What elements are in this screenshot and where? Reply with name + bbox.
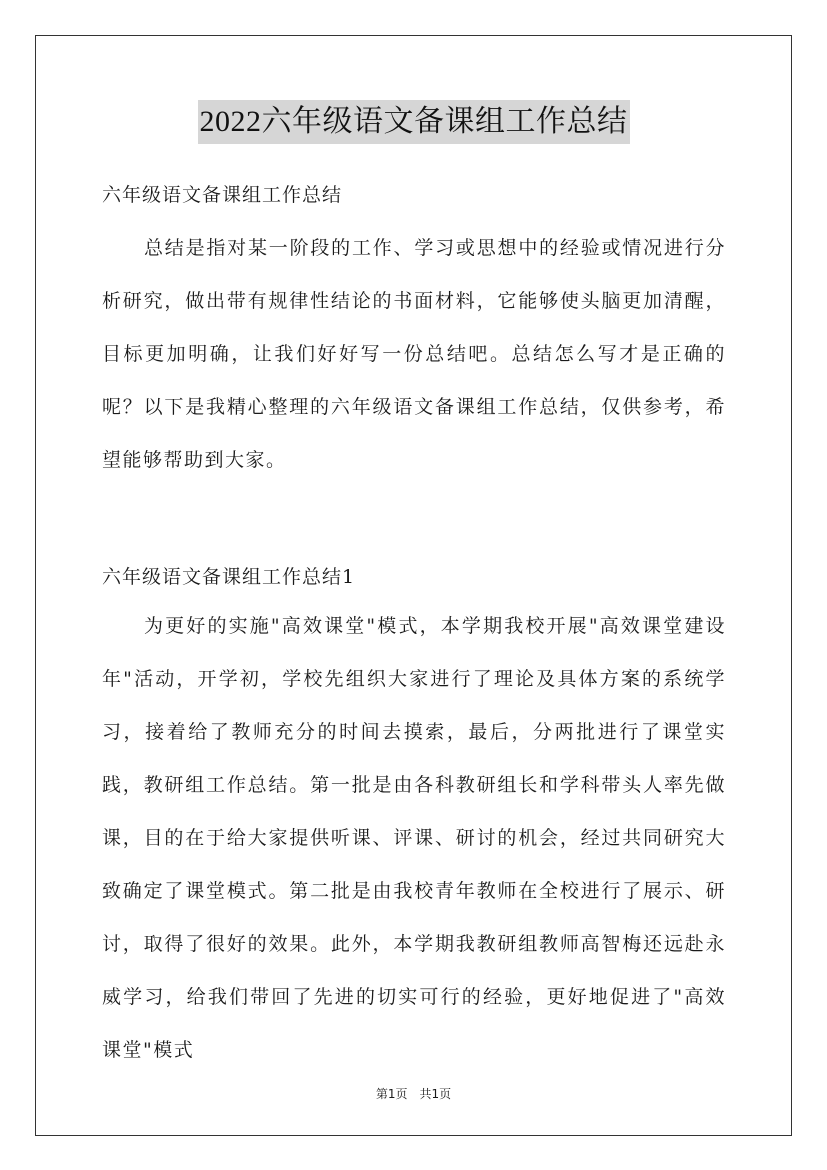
section-1-paragraph: 为更好的实施"高效课堂"模式，本学期我校开展"高效课堂建设年"活动，开学初，学校先组织大家进行了理论及具体方案的系统学习，接着给了教师充分的时间去摸索，最后，分两批进行了课堂实践，教研组工作总结。第一批是由各科教研组长和学科带头人率先做课，目的在于给大家提供听课、评课、研讨的机会，经过共同研究大致确定了课堂模式。第二批是由我校青年教师在全校进行了展示、研讨，取得了很好的效果。此外，本学期我教研组教师高智梅还远赴永威学习，给我们带回了先进的切实可行的经验，更好地促进了"高效课堂"模式 — [102, 615, 726, 1061]
document-title: 2022六年级语文备课组工作总结 — [198, 100, 630, 144]
section-1-heading: 六年级语文备课组工作总结1 — [102, 566, 356, 588]
intro-heading: 六年级语文备课组工作总结 — [102, 184, 343, 206]
intro-paragraph: 总结是指对某一阶段的工作、学习或思想中的经验或情况进行分析研究，做出带有规律性结论的书面材料，它能够使头脑更加清醒，目标更加明确，让我们好好写一份总结吧。总结怎么写才是正确的呢？以下是我精心整理的六年级语文备课组工作总结，仅供参考，希望能够帮助到大家。 — [102, 237, 726, 471]
page-footer — [0, 1085, 827, 1102]
page-total: 共1页 — [419, 1087, 452, 1101]
title-container — [0, 100, 827, 144]
page-number: 第1页 — [375, 1087, 408, 1101]
